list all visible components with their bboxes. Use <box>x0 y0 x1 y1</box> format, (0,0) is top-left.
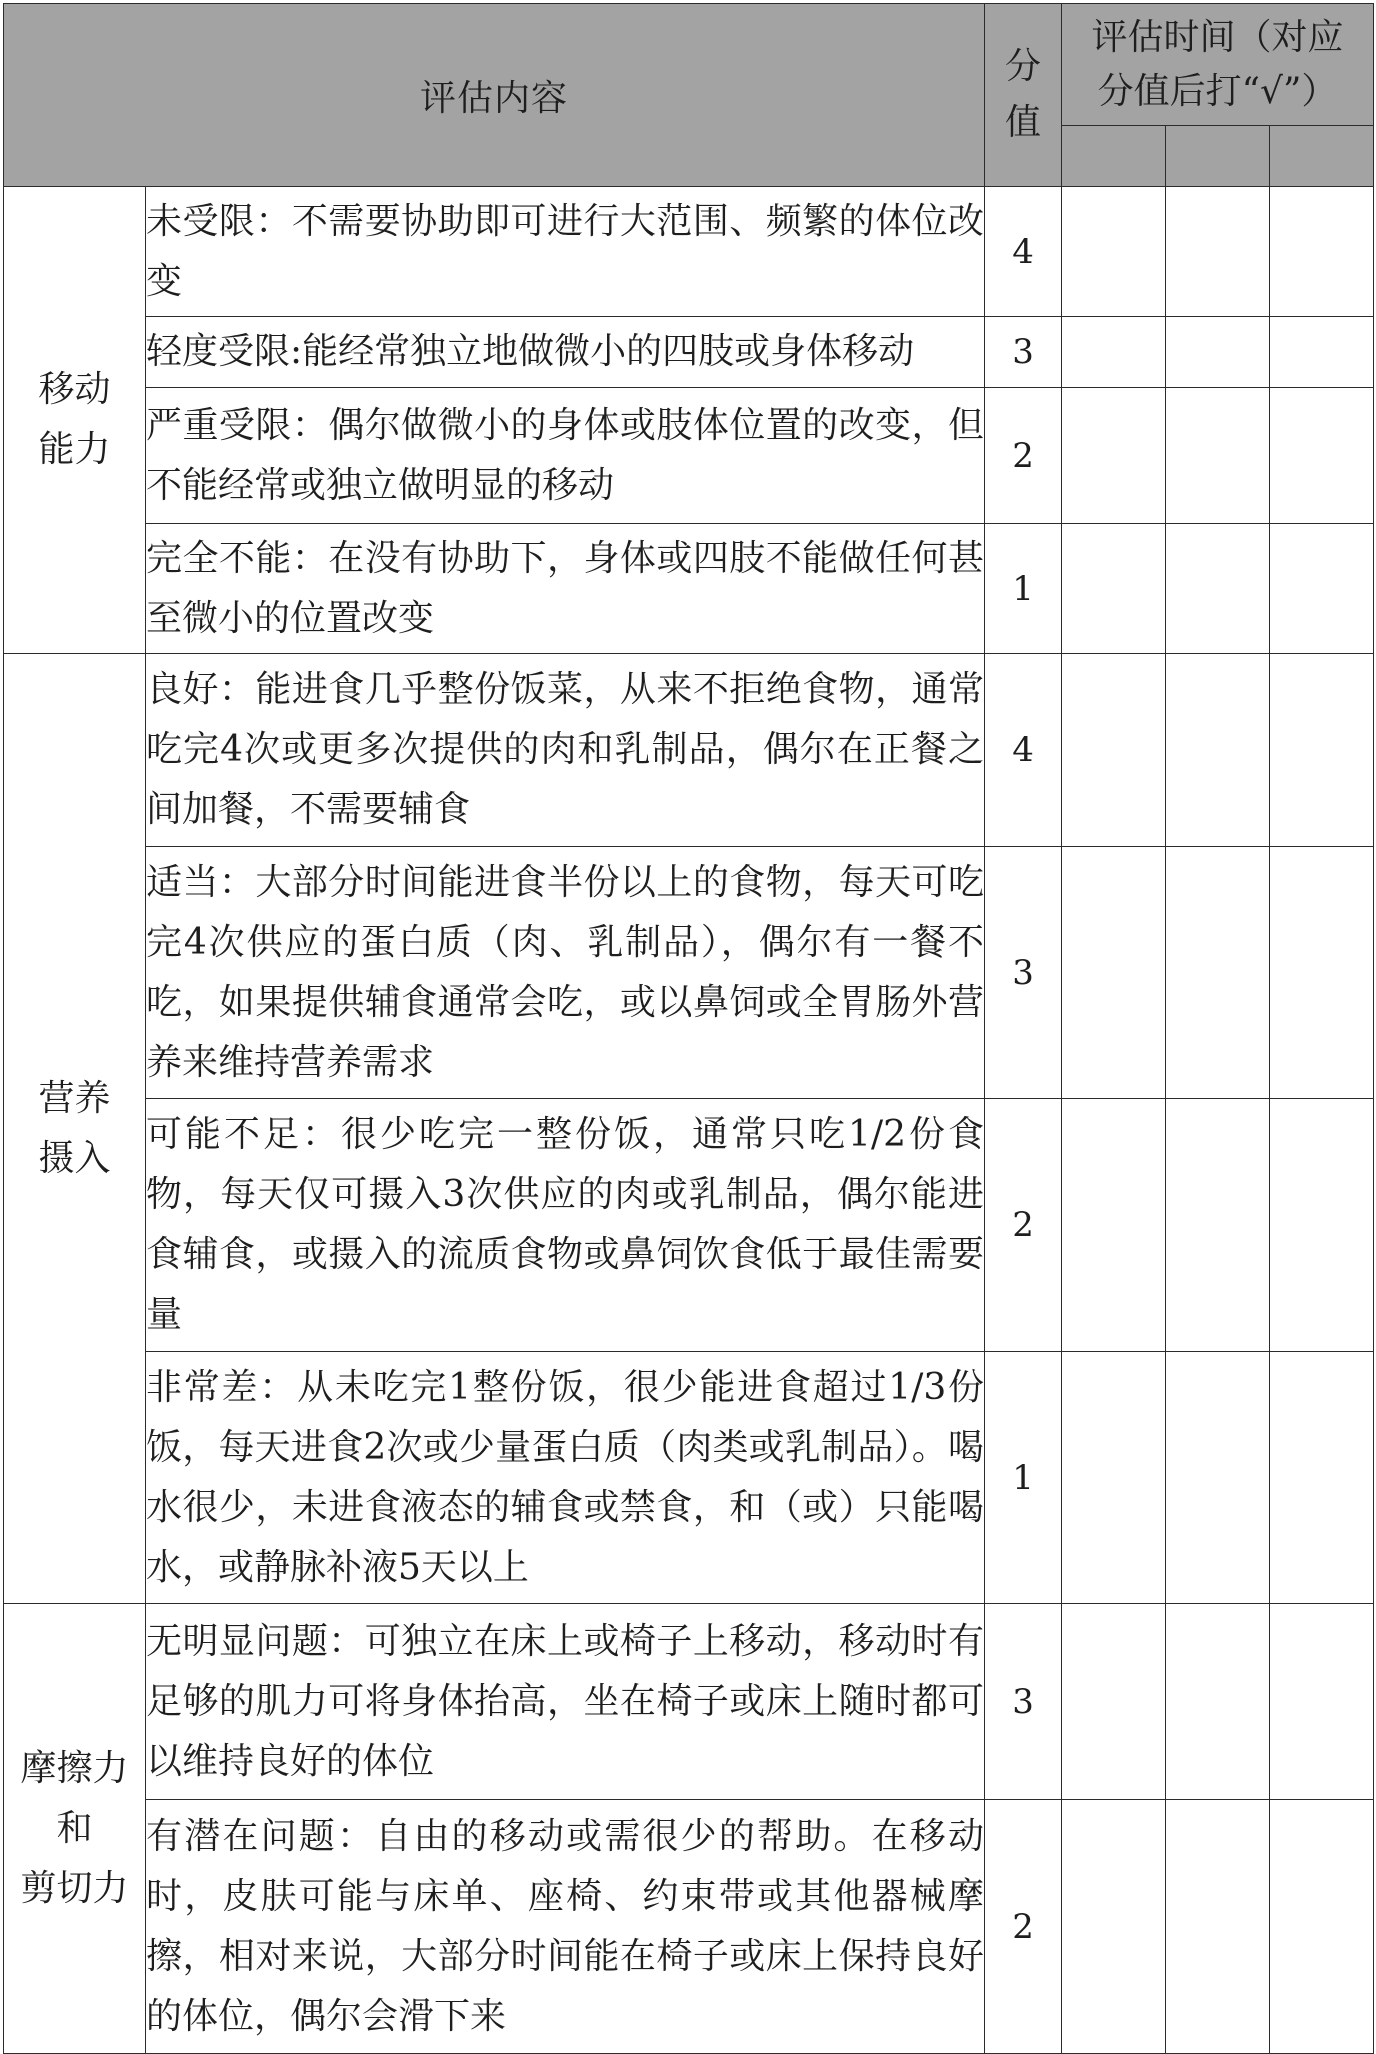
item-score: 4 <box>985 654 1062 847</box>
check-cell[interactable] <box>1166 654 1270 847</box>
category-label-line: 移动 <box>38 369 111 410</box>
category-nutrition <box>4 654 146 1604</box>
check-cell[interactable] <box>1062 1099 1166 1352</box>
table-row <box>4 1800 1374 2054</box>
time-column-3 <box>1270 126 1374 187</box>
check-cell[interactable] <box>1062 388 1166 524</box>
header-score <box>985 4 1062 187</box>
item-description: 良好：能进食几乎整份饭菜，从来不拒绝食物，通常吃完4次或更多次提供的肉和乳制品，偶尔在正餐之间加餐，不需要辅食 <box>146 654 985 847</box>
check-cell[interactable] <box>1270 1604 1374 1800</box>
category-label-line: 能力 <box>38 429 111 470</box>
check-cell[interactable] <box>1062 524 1166 654</box>
check-cell[interactable] <box>1062 1604 1166 1800</box>
item-description: 未受限：不需要协助即可进行大范围、频繁的体位改变 <box>146 187 985 317</box>
time-column-2 <box>1166 126 1270 187</box>
check-cell[interactable] <box>1166 524 1270 654</box>
item-description: 完全不能：在没有协助下，身体或四肢不能做任何甚至微小的位置改变 <box>146 524 985 654</box>
check-cell[interactable] <box>1166 1352 1270 1604</box>
item-description: 严重受限：偶尔做微小的身体或肢体位置的改变，但不能经常或独立做明显的移动 <box>146 388 985 524</box>
table-row <box>4 1099 1374 1352</box>
item-description: 有潜在问题：自由的移动或需很少的帮助。在移动时，皮肤可能与床单、座椅、约束带或其他器械摩擦，相对来说，大部分时间能在椅子或床上保持良好的体位，偶尔会滑下来 <box>146 1800 985 2054</box>
item-score: 4 <box>985 187 1062 317</box>
table-row <box>4 524 1374 654</box>
header-time <box>1062 4 1374 126</box>
check-cell[interactable] <box>1062 1352 1166 1604</box>
table-row <box>4 654 1374 847</box>
check-cell[interactable] <box>1062 654 1166 847</box>
check-cell[interactable] <box>1270 1800 1374 2054</box>
item-description: 无明显问题：可独立在床上或椅子上移动，移动时有足够的肌力可将身体抬高，坐在椅子或床上随时都可以维持良好的体位 <box>146 1604 985 1800</box>
item-score: 2 <box>985 1800 1062 2054</box>
check-cell[interactable] <box>1166 847 1270 1099</box>
check-cell[interactable] <box>1166 187 1270 317</box>
check-cell[interactable] <box>1062 317 1166 388</box>
item-description: 可能不足：很少吃完一整份饭，通常只吃1/2份食物，每天仅可摄入3次供应的肉或乳制品，偶尔能进食辅食，或摄入的流质食物或鼻饲饮食低于最佳需要量 <box>146 1099 985 1352</box>
check-cell[interactable] <box>1270 847 1374 1099</box>
check-cell[interactable] <box>1166 388 1270 524</box>
time-column-1 <box>1062 126 1166 187</box>
check-cell[interactable] <box>1270 1099 1374 1352</box>
category-label-line: 和 <box>56 1807 93 1849</box>
category-label-line: 剪切力 <box>20 1867 129 1909</box>
item-score: 2 <box>985 1099 1062 1352</box>
table-row <box>4 1604 1374 1800</box>
check-cell[interactable] <box>1166 317 1270 388</box>
table-header <box>4 4 1374 187</box>
item-score: 1 <box>985 524 1062 654</box>
header-score-line2: 值 <box>1005 102 1042 143</box>
header-time-line1: 评估时间（对应 <box>1091 16 1344 58</box>
table-row <box>4 847 1374 1099</box>
header-score-line1: 分 <box>1005 46 1042 87</box>
check-cell[interactable] <box>1270 1352 1374 1604</box>
check-cell[interactable] <box>1270 654 1374 847</box>
item-score: 1 <box>985 1352 1062 1604</box>
header-content: 评估内容 <box>4 4 985 187</box>
item-description: 轻度受限:能经常独立地做微小的四肢或身体移动 <box>146 317 985 388</box>
category-label-line: 摄入 <box>38 1137 111 1179</box>
category-friction-shear <box>4 1604 146 2054</box>
category-label-line: 摩擦力 <box>20 1747 129 1789</box>
check-cell[interactable] <box>1270 317 1374 388</box>
check-cell[interactable] <box>1166 1800 1270 2054</box>
check-cell[interactable] <box>1270 524 1374 654</box>
table-row <box>4 187 1374 317</box>
item-description: 适当：大部分时间能进食半份以上的食物，每天可吃完4次供应的蛋白质（肉、乳制品），偶尔有一餐不吃，如果提供辅食通常会吃，或以鼻饲或全胃肠外营养来维持营养需求 <box>146 847 985 1099</box>
table-row <box>4 317 1374 388</box>
assessment-table <box>3 3 1374 2054</box>
check-cell[interactable] <box>1270 187 1374 317</box>
check-cell[interactable] <box>1166 1099 1270 1352</box>
item-score: 3 <box>985 317 1062 388</box>
header-time-line2: 分值后打“√”） <box>1097 70 1338 112</box>
check-cell[interactable] <box>1270 388 1374 524</box>
check-cell[interactable] <box>1062 187 1166 317</box>
item-score: 3 <box>985 1604 1062 1800</box>
table-row <box>4 1352 1374 1604</box>
item-score: 3 <box>985 847 1062 1099</box>
check-cell[interactable] <box>1062 847 1166 1099</box>
category-label-line: 营养 <box>38 1077 111 1119</box>
check-cell[interactable] <box>1062 1800 1166 2054</box>
table-row <box>4 388 1374 524</box>
item-description: 非常差：从未吃完1整份饭，很少能进食超过1/3份饭，每天进食2次或少量蛋白质（肉类或乳制品）。喝水很少，未进食液态的辅食或禁食，和（或）只能喝水，或静脉补液5天以上 <box>146 1352 985 1604</box>
check-cell[interactable] <box>1166 1604 1270 1800</box>
category-mobility <box>4 187 146 654</box>
item-score: 2 <box>985 388 1062 524</box>
